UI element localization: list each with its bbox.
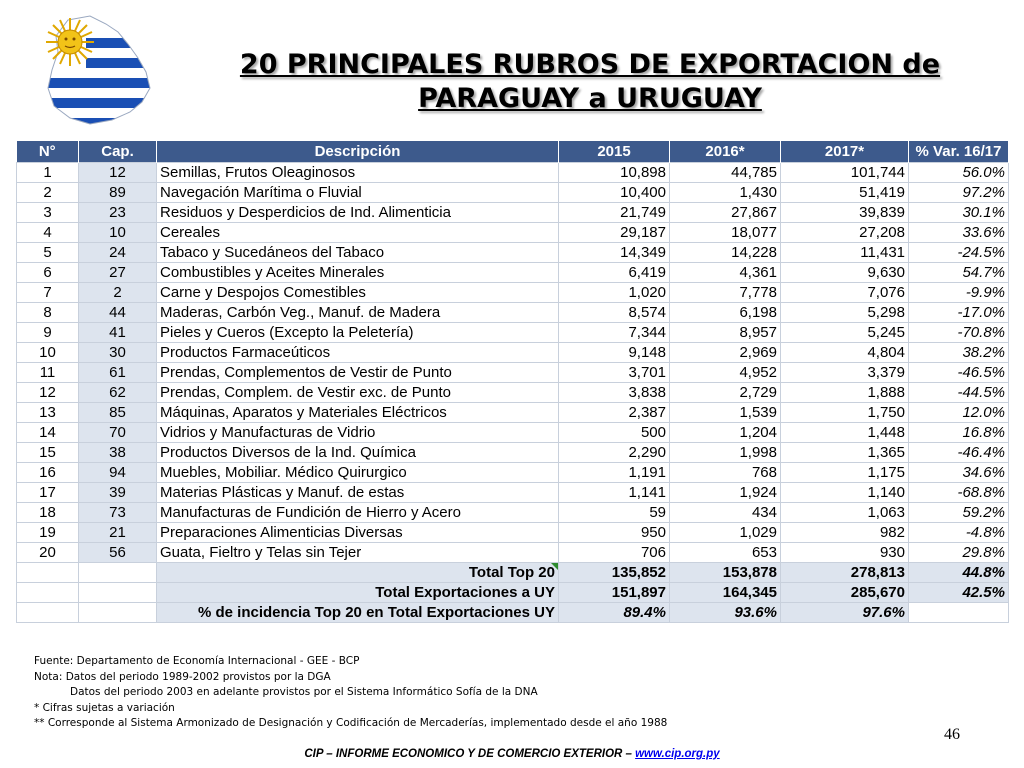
note-figures: * Cifras sujetas a variación [34, 701, 175, 714]
row-variation: -4.8% [909, 523, 1009, 543]
total-exports-2017: 285,670 [781, 583, 909, 603]
table-header-row [17, 141, 1009, 163]
table-row [17, 363, 1009, 383]
table-row [17, 443, 1009, 463]
col-header-variation: % Var. 16/17 [909, 141, 1009, 163]
row-number: 14 [17, 423, 79, 443]
row-cap: 70 [79, 423, 157, 443]
row-variation: 97.2% [909, 183, 1009, 203]
table-row [17, 543, 1009, 563]
row-description: Productos Farmaceúticos [157, 343, 559, 363]
row-cap: 94 [79, 463, 157, 483]
row-variation: -44.5% [909, 383, 1009, 403]
row-variation: 29.8% [909, 543, 1009, 563]
note-period-dna: Datos del periodo 2003 en adelante provistos por el Sistema Informático Sofía de la DNA [70, 686, 538, 698]
row-cap: 27 [79, 263, 157, 283]
row-variation: -46.4% [909, 443, 1009, 463]
total-exports-variation: 42.5% [909, 583, 1009, 603]
empty-cell [17, 563, 79, 583]
cell-comment-marker-icon [551, 563, 558, 570]
row-number: 3 [17, 203, 79, 223]
row-2017: 1,140 [781, 483, 909, 503]
table-row [17, 203, 1009, 223]
row-number: 8 [17, 303, 79, 323]
total-top20-row [17, 563, 1009, 583]
empty-cell [17, 603, 79, 623]
table-row [17, 323, 1009, 343]
empty-cell [79, 563, 157, 583]
row-variation: -9.9% [909, 283, 1009, 303]
row-cap: 10 [79, 223, 157, 243]
row-variation: -70.8% [909, 323, 1009, 343]
row-number: 4 [17, 223, 79, 243]
row-number: 17 [17, 483, 79, 503]
row-description: Residuos y Desperdicios de Ind. Alimenticia [157, 203, 559, 223]
row-2016: 434 [670, 503, 781, 523]
row-description: Pieles y Cueros (Excepto la Peletería) [157, 323, 559, 343]
row-cap: 24 [79, 243, 157, 263]
row-2016: 1,430 [670, 183, 781, 203]
row-cap: 21 [79, 523, 157, 543]
row-2017: 5,245 [781, 323, 909, 343]
table-row [17, 283, 1009, 303]
row-2017: 1,175 [781, 463, 909, 483]
row-cap: 30 [79, 343, 157, 363]
row-2015: 8,574 [559, 303, 670, 323]
total-top20-2015: 135,852 [559, 563, 670, 583]
row-number: 7 [17, 283, 79, 303]
row-description: Preparaciones Alimenticias Diversas [157, 523, 559, 543]
row-description: Materias Plásticas y Manuf. de estas [157, 483, 559, 503]
total-exports-row [17, 583, 1009, 603]
col-header-2016: 2016* [670, 141, 781, 163]
row-2015: 3,838 [559, 383, 670, 403]
note-source: Fuente: Departamento de Economía Internacional - GEE - BCP [34, 655, 360, 667]
row-description: Tabaco y Sucedáneos del Tabaco [157, 243, 559, 263]
row-cap: 61 [79, 363, 157, 383]
row-2017: 1,365 [781, 443, 909, 463]
row-description: Máquinas, Aparatos y Materiales Eléctricos [157, 403, 559, 423]
footer-link[interactable]: www.cip.org.py [635, 748, 720, 760]
row-number: 18 [17, 503, 79, 523]
row-2016: 44,785 [670, 163, 781, 183]
total-top20-variation: 44.8% [909, 563, 1009, 583]
row-variation: 30.1% [909, 203, 1009, 223]
row-number: 15 [17, 443, 79, 463]
row-variation: -68.8% [909, 483, 1009, 503]
row-cap: 41 [79, 323, 157, 343]
empty-cell [79, 603, 157, 623]
row-2016: 1,924 [670, 483, 781, 503]
row-description: Guata, Fieltro y Telas sin Tejer [157, 543, 559, 563]
row-2017: 3,379 [781, 363, 909, 383]
row-2016: 18,077 [670, 223, 781, 243]
row-2017: 101,744 [781, 163, 909, 183]
row-2015: 10,898 [559, 163, 670, 183]
incidence-2016: 93.6% [670, 603, 781, 623]
row-2017: 1,888 [781, 383, 909, 403]
incidence-2017: 97.6% [781, 603, 909, 623]
row-2017: 7,076 [781, 283, 909, 303]
row-2015: 500 [559, 423, 670, 443]
row-2017: 27,208 [781, 223, 909, 243]
row-2015: 1,020 [559, 283, 670, 303]
row-variation: 34.6% [909, 463, 1009, 483]
table-row [17, 423, 1009, 443]
row-2016: 653 [670, 543, 781, 563]
row-variation: -24.5% [909, 243, 1009, 263]
row-cap: 2 [79, 283, 157, 303]
col-header-number: N° [17, 141, 79, 163]
row-2017: 1,448 [781, 423, 909, 443]
row-number: 6 [17, 263, 79, 283]
footer-text: CIP – INFORME ECONOMICO Y DE COMERCIO EXTERIOR – [304, 748, 636, 760]
total-exports-label: Total Exportaciones a UY [157, 583, 559, 603]
table-row [17, 243, 1009, 263]
row-number: 2 [17, 183, 79, 203]
row-description: Maderas, Carbón Veg., Manuf. de Madera [157, 303, 559, 323]
incidence-row [17, 603, 1009, 623]
row-2017: 1,063 [781, 503, 909, 523]
row-2015: 1,191 [559, 463, 670, 483]
table-row [17, 463, 1009, 483]
row-2016: 1,029 [670, 523, 781, 543]
row-2015: 706 [559, 543, 670, 563]
row-2017: 982 [781, 523, 909, 543]
empty-cell [17, 583, 79, 603]
col-header-description: Descripción [157, 141, 559, 163]
row-description: Semillas, Frutos Oleaginosos [157, 163, 559, 183]
note-period-dga: Nota: Datos del periodo 1989-2002 provistos por la DGA [34, 670, 331, 683]
row-2016: 1,204 [670, 423, 781, 443]
row-variation: 12.0% [909, 403, 1009, 423]
row-2016: 2,729 [670, 383, 781, 403]
title-line-1: 20 PRINCIPALES RUBROS DE EXPORTACION de [239, 49, 941, 80]
row-description: Vidrios y Manufacturas de Vidrio [157, 423, 559, 443]
row-variation: 38.2% [909, 343, 1009, 363]
table-row [17, 163, 1009, 183]
row-description: Carne y Despojos Comestibles [157, 283, 559, 303]
total-top20-2017: 278,813 [781, 563, 909, 583]
table-row [17, 483, 1009, 503]
total-top20-2016: 153,878 [670, 563, 781, 583]
row-2017: 11,431 [781, 243, 909, 263]
row-2015: 29,187 [559, 223, 670, 243]
row-number: 5 [17, 243, 79, 263]
footnotes [34, 654, 667, 732]
row-cap: 39 [79, 483, 157, 503]
row-description: Manufacturas de Fundición de Hierro y Acero [157, 503, 559, 523]
row-number: 10 [17, 343, 79, 363]
row-2016: 4,952 [670, 363, 781, 383]
row-number: 11 [17, 363, 79, 383]
row-description: Productos Diversos de la Ind. Química [157, 443, 559, 463]
row-number: 19 [17, 523, 79, 543]
col-header-2017: 2017* [781, 141, 909, 163]
row-variation: 33.6% [909, 223, 1009, 243]
row-cap: 23 [79, 203, 157, 223]
row-description: Prendas, Complem. de Vestir exc. de Punto [157, 383, 559, 403]
row-variation: 56.0% [909, 163, 1009, 183]
col-header-2015: 2015 [559, 141, 670, 163]
row-2017: 51,419 [781, 183, 909, 203]
row-variation: 16.8% [909, 423, 1009, 443]
row-variation: -17.0% [909, 303, 1009, 323]
row-cap: 12 [79, 163, 157, 183]
row-variation: 54.7% [909, 263, 1009, 283]
sun-icon [46, 18, 94, 66]
row-2016: 4,361 [670, 263, 781, 283]
row-2015: 10,400 [559, 183, 670, 203]
empty-cell [909, 603, 1009, 623]
row-number: 9 [17, 323, 79, 343]
total-top20-label: Total Top 20 [157, 563, 559, 583]
table-row [17, 223, 1009, 243]
row-2017: 9,630 [781, 263, 909, 283]
row-2017: 5,298 [781, 303, 909, 323]
row-2015: 6,419 [559, 263, 670, 283]
title-line-2: PARAGUAY a URUGUAY [418, 83, 762, 114]
row-cap: 38 [79, 443, 157, 463]
row-2015: 59 [559, 503, 670, 523]
page-number: 46 [944, 726, 960, 743]
row-2016: 1,998 [670, 443, 781, 463]
row-2016: 2,969 [670, 343, 781, 363]
row-2015: 1,141 [559, 483, 670, 503]
footer [0, 748, 1024, 760]
col-header-cap: Cap. [79, 141, 157, 163]
row-2016: 768 [670, 463, 781, 483]
row-2015: 9,148 [559, 343, 670, 363]
row-2015: 14,349 [559, 243, 670, 263]
row-2015: 2,290 [559, 443, 670, 463]
row-number: 1 [17, 163, 79, 183]
table-row [17, 503, 1009, 523]
table-row [17, 343, 1009, 363]
row-number: 13 [17, 403, 79, 423]
row-description: Navegación Marítima o Fluvial [157, 183, 559, 203]
row-description: Combustibles y Aceites Minerales [157, 263, 559, 283]
row-2017: 4,804 [781, 343, 909, 363]
row-2017: 39,839 [781, 203, 909, 223]
row-variation: -46.5% [909, 363, 1009, 383]
row-2016: 7,778 [670, 283, 781, 303]
row-cap: 89 [79, 183, 157, 203]
row-cap: 56 [79, 543, 157, 563]
row-number: 12 [17, 383, 79, 403]
table-row [17, 263, 1009, 283]
total-exports-2015: 151,897 [559, 583, 670, 603]
row-2016: 14,228 [670, 243, 781, 263]
page-title [170, 48, 1010, 116]
table-row [17, 523, 1009, 543]
row-2017: 930 [781, 543, 909, 563]
row-cap: 62 [79, 383, 157, 403]
row-2016: 27,867 [670, 203, 781, 223]
row-description: Prendas, Complementos de Vestir de Punto [157, 363, 559, 383]
row-number: 20 [17, 543, 79, 563]
row-2015: 21,749 [559, 203, 670, 223]
row-2016: 8,957 [670, 323, 781, 343]
note-harmonized-system: ** Corresponde al Sistema Armonizado de Designación y Codificación de Mercaderías, implementado desde el año 1988 [34, 717, 668, 729]
row-description: Cereales [157, 223, 559, 243]
row-cap: 44 [79, 303, 157, 323]
row-2016: 6,198 [670, 303, 781, 323]
row-cap: 85 [79, 403, 157, 423]
incidence-2015: 89.4% [559, 603, 670, 623]
row-cap: 73 [79, 503, 157, 523]
uruguay-map-flag-logo [46, 14, 154, 126]
row-2015: 950 [559, 523, 670, 543]
row-description: Muebles, Mobiliar. Médico Quirurgico [157, 463, 559, 483]
row-2015: 7,344 [559, 323, 670, 343]
incidence-label: % de incidencia Top 20 en Total Exportaciones UY [157, 603, 559, 623]
row-2016: 1,539 [670, 403, 781, 423]
table-row [17, 183, 1009, 203]
row-2015: 2,387 [559, 403, 670, 423]
row-2015: 3,701 [559, 363, 670, 383]
row-variation: 59.2% [909, 503, 1009, 523]
exports-table [16, 141, 1009, 623]
row-2017: 1,750 [781, 403, 909, 423]
table-row [17, 303, 1009, 323]
table-row [17, 403, 1009, 423]
empty-cell [79, 583, 157, 603]
table-row [17, 383, 1009, 403]
row-number: 16 [17, 463, 79, 483]
total-exports-2016: 164,345 [670, 583, 781, 603]
